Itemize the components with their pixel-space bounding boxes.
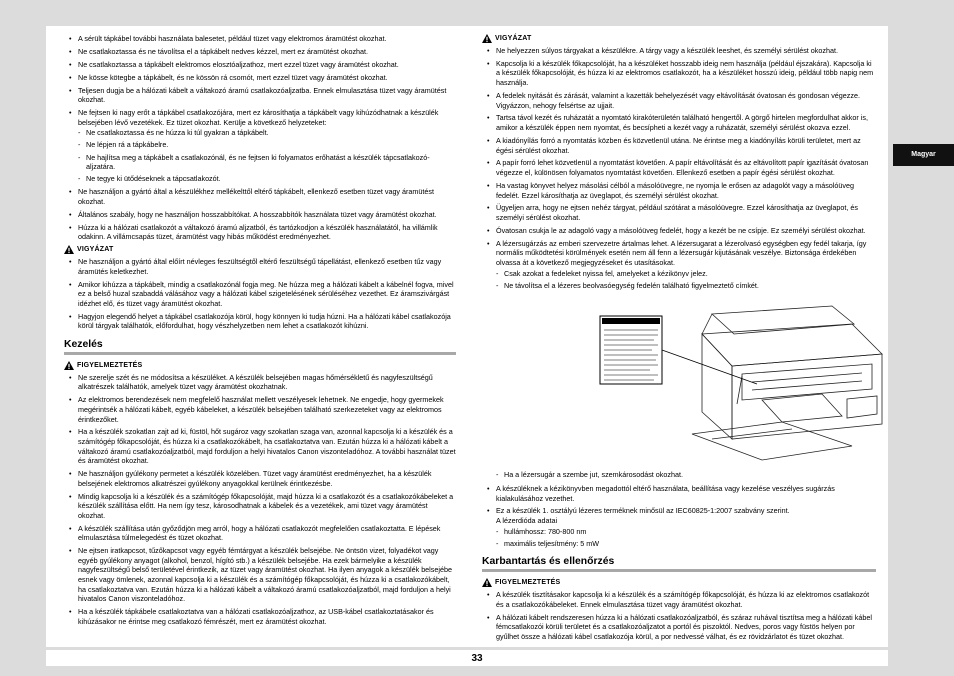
warning-heading xyxy=(64,361,456,370)
sub-list-item: - Ne távolítsa el a lézeres beolvasóegység fedelén található figyelmeztető címkét. xyxy=(496,281,876,291)
sub-list-item: - Ne hajlítsa meg a tápkábelt a csatlakozónál, és ne fejtsen ki folyamatos erőhatást a készülék tápcsatlakozó-aljzatára. xyxy=(78,153,456,172)
laser-label-illustration xyxy=(592,294,892,464)
list-item xyxy=(482,590,876,609)
list-item xyxy=(64,210,456,220)
list-item xyxy=(482,113,876,132)
list-item-text: Ne használjon a gyártó által a készülékhez mellékelttől eltérő tápkábelt, ellenkező esetben tüzet vagy áramütést okozhat. xyxy=(78,187,434,206)
sub-list-item: - Ha a lézersugár a szembe jut, szemkárosodást okozhat. xyxy=(496,470,876,480)
list-item-text: Ne helyezzen súlyos tárgyakat a készülékre. A tárgy vagy a készülék leeshet, és személyi sérülést okozhat. xyxy=(496,46,838,55)
sub-list-item: - Csak azokat a fedeleket nyissa fel, amelyeket a kézikönyv jelez. xyxy=(496,269,876,279)
list-item-text: Tartsa távol kezét és ruházatát a nyomtató kirakóterületén található hengertől. A görgő hirtelen megfordulhat akkor is, amikor a készülék éppen nem nyomtat, és becsípheti a kezét vagy a ruházatát, személyi sérülést okozva ezzel. xyxy=(496,113,868,133)
list-item xyxy=(482,46,876,56)
list-item-text: Hagyjon elegendő helyet a tápkábel csatlakozója körül, hogy könnyen ki tudja húzni. Ha a hálózati kábel csatlakozója körül tárgyak találhatók, előfordulhat, hogy vészhelyzetben nem lehet a csatlakozót kihúzni. xyxy=(78,311,451,331)
page-number: 33 xyxy=(471,653,483,664)
list-item-text: Általános szabály, hogy ne használjon hosszabbítókat. A hosszabbítók használata tüzet vagy áramütést okozhat. xyxy=(78,209,437,219)
list-item-text: Óvatosan csukja le az adagoló vagy a másolóüveg fedelét, hogy a kezét be ne csípje. Ez személyi sérülést okozhat. xyxy=(496,225,866,235)
list-item xyxy=(64,187,456,206)
laser-spec-list xyxy=(482,484,876,548)
list-item-text: Ne csatlakoztassa a tápkábelt elektromos elosztóaljzathoz, mert ezzel tüzet vagy áramütést okozhat. xyxy=(78,59,399,69)
list-item xyxy=(482,484,876,503)
list-item xyxy=(64,373,456,392)
handling-caution-list xyxy=(482,46,876,290)
right-column xyxy=(482,34,876,645)
list-item xyxy=(64,86,456,105)
section-title-maintenance: Karbantartás és ellenőrzés xyxy=(482,556,615,568)
section-maintenance xyxy=(482,556,876,572)
warning-triangle-icon xyxy=(64,245,74,254)
list-item-text: Ez a készülék 1. osztályú lézeres terméknek minősül az IEC60825-1:2007 szabvány szerint. xyxy=(496,506,790,516)
language-tab[interactable]: Magyar xyxy=(893,144,954,166)
section-handling xyxy=(64,339,456,355)
list-item-text: Ne szerelje szét és ne módosítsa a készüléket. A készülék belsejében magas hőmérsékletű és nagyfeszültségű alkatrészek találhatók, amelyek tüzet vagy áramütést okozhatnak. xyxy=(78,372,433,392)
list-item xyxy=(482,158,876,177)
list-item-text: A készüléknek a kézikönyvben megadottól eltérő használata, beállítása vagy kezelése veszélyes sugárzás kialakulásához vezethet. xyxy=(496,483,835,503)
section-rule xyxy=(64,352,456,355)
list-item-text: Teljesen dugja be a hálózati kábelt a váltakozó áramú csatlakozóaljzatba. Ennek elmulasztása tüzet vagy áramütést okozhat. xyxy=(78,85,447,105)
list-item xyxy=(64,34,456,44)
sub-list xyxy=(496,269,876,291)
list-item xyxy=(482,91,876,110)
list-item-text: Ha a készülék tápkábele csatlakoztatva van a hálózati csatlakozóaljzathoz, az USB-kábel csatlakoztatásakor és kihúzásakor ne érintse meg csatlakozó fémrészét, mert ez áramütést okozhat. xyxy=(78,607,434,626)
list-item xyxy=(64,492,456,521)
list-item xyxy=(482,239,876,291)
list-item xyxy=(64,427,456,465)
list-item xyxy=(64,257,456,276)
caution-heading xyxy=(64,245,456,254)
handling-warning-list xyxy=(64,373,456,626)
warning-label: FIGYELMEZTETÉS xyxy=(495,579,561,587)
list-item xyxy=(64,108,456,184)
list-item-text: A kiadónyílás forró a nyomtatás közben és közvetlenül utána. Ne érintse meg a kiadónyílás körüli területet, mert az égési sérülést okozhat. xyxy=(496,135,861,155)
list-item xyxy=(64,469,456,488)
list-item xyxy=(64,73,456,83)
caution-label: VIGYÁZAT xyxy=(77,246,114,254)
list-item xyxy=(64,524,456,543)
caution-label: VIGYÁZAT xyxy=(495,35,532,42)
list-item-text: Ha a készülék szokatlan zajt ad ki, füstöl, hőt sugároz vagy szokatlan szaga van, azonnal kapcsolja ki a készülék és a számítógép főkapcsolóját, és húzza ki a csatlakozókábelt, ha csatlakoztatva van. Ezután húzza ki a hálózati kábelt a váltakozó áramú csatlakozóaljzatból, majd forduljon a helyi hivatalos Canon viszonteladóhoz. A további használat tüzet és áramütést okozhat. xyxy=(78,427,456,466)
sub-list-item: - Ne csatlakoztassa és ne húzza ki túl gyakran a tápkábelt. xyxy=(78,128,456,138)
warning-triangle-icon xyxy=(482,34,492,43)
list-item-text: Amikor kihúzza a tápkábelt, mindig a csatlakozónál fogja meg. Ne húzza meg a hálózati kábelt a kábelnél fogva, mivel ez a belső huzal szabaddá válásához vagy a hálózati kábel szigetelésének sérüléséhez vezethet. Ez áramszivárgást idézhet elő, és tüzet vagy áramütést okozhat. xyxy=(78,279,454,308)
list-item-text: Kapcsolja ki a készülék főkapcsolóját, ha a készüléket hosszabb ideig nem használja (például éjszakára). Kapcsolja ki a készülék főkapcsolóját, és húzza ki az elektromos csatlakozót, ha a készüléket hosszú ideig, például több napig nem használja. xyxy=(496,58,874,88)
sub-list-item: - maximális teljesítmény: 5 mW xyxy=(496,539,876,549)
list-item-extra: A lézerdióda adatai xyxy=(496,516,558,525)
list-item xyxy=(64,395,456,424)
list-item-text: A készülék tisztításakor kapcsolja ki a készülék és a számítógép főkapcsolóját, és húzza ki az elektromos csatlakozót és a csatlakozókábeleket. Ennek elmulasztása tüzet vagy áramütést okozhat. xyxy=(496,590,870,609)
list-item xyxy=(64,60,456,70)
list-item-text: Mindig kapcsolja ki a készülék és a számítógép főkapcsolóját, majd húzza ki a csatlakozót és a csatlakozókábeleket a készülék szállítása előtt. Ha nem így tesz, károsodhatnak a kábelek és a vezetékek, ami tüzet vagy áramütést okozhat. xyxy=(78,491,454,520)
sub-list xyxy=(496,527,876,549)
list-item-text: Ne csatlakoztassa és ne távolítsa el a tápkábelt nedves kézzel, mert ez áramütést okozhat. xyxy=(78,46,369,56)
list-item xyxy=(64,546,456,604)
list-item xyxy=(482,506,876,548)
list-item xyxy=(482,613,876,642)
sub-list xyxy=(78,128,456,184)
section-rule xyxy=(482,569,876,572)
maintenance-warning-list xyxy=(482,590,876,641)
list-item-text: A fedelek nyitását és zárását, valamint a kazetták behelyezését vagy eltávolítását óvatosan és gondosan végezze. Vigyázzon, nehogy felsértse az ujjait. xyxy=(496,90,860,110)
list-item xyxy=(482,136,876,155)
warning-triangle-icon xyxy=(482,578,492,587)
list-item xyxy=(64,223,456,242)
list-item-text: Ne kösse kötegbe a tápkábelt, és ne kössön rá csomót, mert ezzel tüzet vagy áramütést okozhat. xyxy=(78,72,388,82)
list-item-text: Ügyeljen arra, hogy ne ejtsen nehéz tárgyat, például szótárat a másolóüvegre. Ezzel károsíthatja az üveglapot, és személyi sérülést okozhat. xyxy=(496,203,858,222)
list-item xyxy=(64,312,456,331)
caution-heading xyxy=(482,34,876,43)
list-item-text: Ne használjon gyúlékony permetet a készülék közelében. Tüzet vagy áramütést eredményezhet, ha a készülék belsejének elektromos alkatrészei gyúlékony anyagokkal kerülnek érintkezésbe. xyxy=(78,469,432,488)
list-item-text: Az elektromos berendezések nem megfelelő használat mellett veszélyesek lehetnek. Ne engedje, hogy gyermekek megérintsék a hálózati kábelt, egyéb kábeleket, a készülék belsejében található szerkezeteket vagy az elektromos érintkezőket. xyxy=(78,395,444,424)
list-item-text: A készülék szállítása után győződjön meg arról, hogy a hálózati csatlakozót megfelelően csatlakoztatta. E lépések elmulasztása túlmelegedést és tüzet okozhat. xyxy=(78,523,441,543)
warning-triangle-icon xyxy=(64,361,74,370)
list-item xyxy=(482,226,876,236)
list-item-text: A papír forró lehet közvetlenül a nyomtatást követően. A papír eltávolítását és az eltávolított papír igazítását óvatosan végezze el, különösen folyamatos nyomtatást követően. Ellenkező esetben a papír égési sérülést okozhat. xyxy=(496,158,869,178)
list-item-text: Ne fejtsen ki nagy erőt a tápkábel csatlakozójára, mert ez károsíthatja a tápkábelt vagy kihúzódhatnak a készülék belsejében lévő vezetékek. Ez tüzet okozhat. Kerülje a következő helyzeteket: xyxy=(78,108,439,127)
list-item-text: A hálózati kábelt rendszeresen húzza ki a hálózati csatlakozóaljzatból, és száraz ruhával tisztítsa meg a hálózati kábel fémcsatlakozói körüli területet és a csatlakozóaljzatot a portól és piszoktól. Nedves, poros vagy füstös helyen por gyűlhet össze a hálózati kábel csatlakozója körül, a por nedvessé válhat, és ez rövidzárlatot és tüzet okozhat. xyxy=(496,612,872,642)
list-item xyxy=(482,59,876,88)
list-item-text: Húzza ki a hálózati csatlakozót a váltakozó áramú aljzatból, és tartózkodjon a készülék használatától, ha villámlik odakinn. A villámcsapás tüzet, áramütést vagy hibás működést eredményezhet. xyxy=(78,222,438,242)
sub-list-item: - hullámhossz: 780-800 nm xyxy=(496,527,876,537)
power-cord-caution-list xyxy=(64,257,456,331)
printer-drawing xyxy=(592,294,892,464)
power-cord-warning-list xyxy=(64,34,456,242)
list-item-text: Ne ejtsen iratkapcsot, tűzőkapcsot vagy egyéb fémtárgyat a készülék belsejébe. Ne öntsön vizet, folyadékot vagy egyéb gyúlékony anyagot (alkohol, benzol, hígító stb.) a készülék belsejébe. Ha ezek bármelyike a készülék nagyfeszültségű belső területével érintkezik, az tüzet vagy áramütést okozhat. Ha ilyen anyagok a készülék belsejébe esnek vagy ömlenek, azonnal kapcsolja ki a készülék és a számítógép főkapcsolóját, és húzza ki a csatlakozókábelt, ha csatlakoztatva van. Ezután húzza ki a hálózati kábelt a váltakozó áramú csatlakozóaljzatból, majd forduljon a helyi hivatalos Canon viszonteladóhoz. xyxy=(78,546,452,604)
list-item-text: A lézersugárzás az emberi szervezetre ártalmas lehet. A lézersugarat a lézerolvasó egységben egy fedél takarja, így normális működtetési körülmények esetén nem áll fenn a lézersugár kijutásának veszélye. Biztonsága érdekében olvassa át a következő megjegyzéseket és utasításokat. xyxy=(496,238,867,267)
list-item xyxy=(64,47,456,57)
warning-label: FIGYELMEZTETÉS xyxy=(77,361,143,369)
sub-list-item: - Ne lépjen rá a tápkábelre. xyxy=(78,140,456,150)
list-item xyxy=(64,607,456,626)
list-item-text: Ne használjon a gyártó által előírt névleges feszültségtől eltérő feszültségű tápellátást, ellenkező esetben tűz vagy áramütés keletkezhet. xyxy=(78,257,442,276)
list-item xyxy=(482,203,876,222)
section-title-handling: Kezelés xyxy=(64,338,103,350)
sub-list-item: - Ne tegye ki ütődéseknek a tápcsatlakozót. xyxy=(78,174,456,184)
warning-heading xyxy=(482,578,876,587)
list-item-text: A sérült tápkábel további használata balesetet, például tüzet vagy elektromos áramütést okozhat. xyxy=(78,34,387,43)
left-column xyxy=(64,34,456,630)
list-item-text: Ha vastag könyvet helyez másolási célból a másolóüvegre, ne nyomja le erősen az adagolót vagy a másolóüveg fedelét. Ezzel károsíthatja az üveglapot, és személyi sérülést okozhat. xyxy=(496,180,854,200)
laser-eye-note xyxy=(496,470,876,480)
list-item xyxy=(482,181,876,200)
list-item xyxy=(64,280,456,309)
